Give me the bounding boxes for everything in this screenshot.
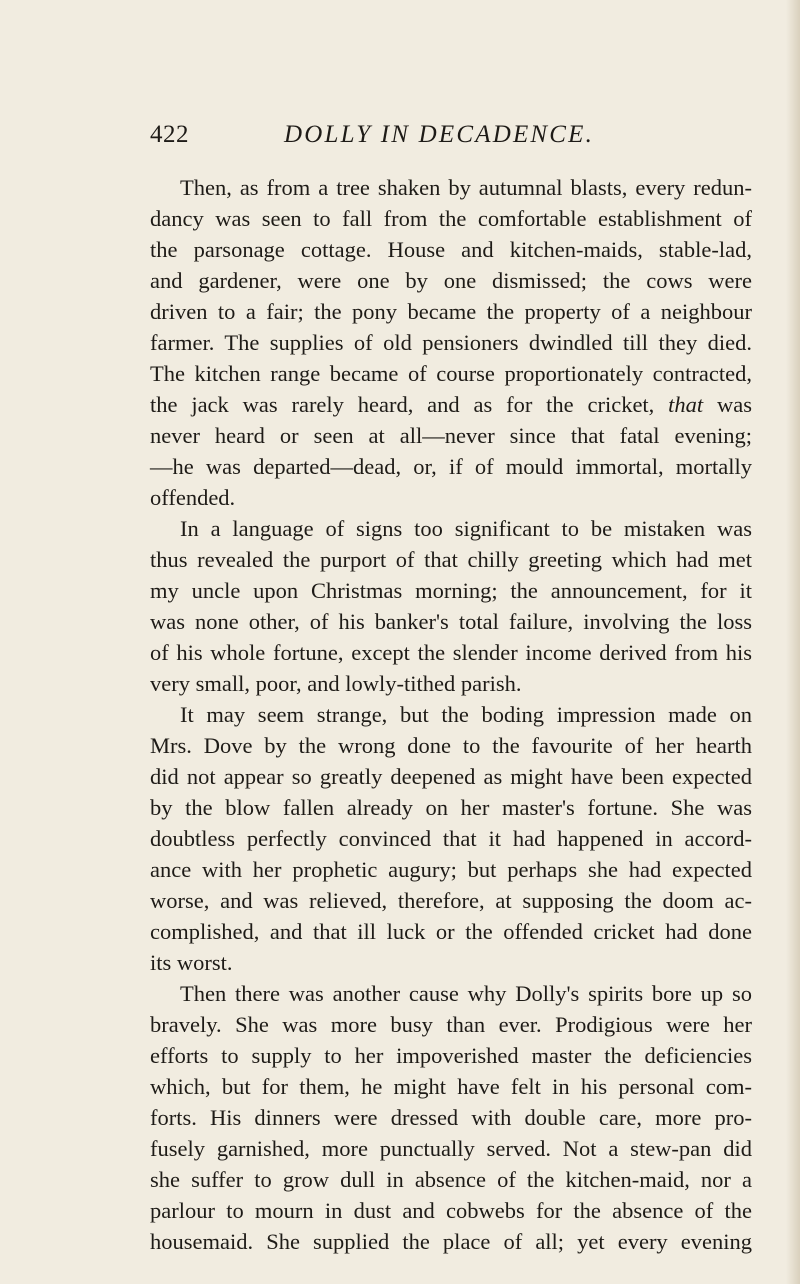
text-line: Then, as from a tree shaken by autumnal blasts, every redun-: [180, 175, 752, 200]
running-title: DOLLY IN DECADENCE.: [284, 121, 595, 148]
text-line: parlour to mourn in dust and cobwebs for the absence of the: [150, 1198, 752, 1223]
text-line: and gardener, were one by one dismissed; the cows were: [150, 268, 752, 293]
paragraph: [150, 172, 752, 513]
text-line: fusely garnished, more punctually served. Not a stew-pan did: [150, 1136, 752, 1161]
text-line: housemaid. She supplied the place of all; yet every evening: [150, 1229, 752, 1254]
page-number: 422: [150, 121, 189, 148]
text-line: was none other, of his banker's total failure, involving the loss: [150, 609, 752, 634]
body-text: [150, 172, 752, 1257]
text-line: ance with her prophetic augury; but perhaps she had expected: [150, 857, 752, 882]
text-line: my uncle upon Christmas morning; the announcement, for it: [150, 578, 752, 603]
text-line: —he was departed—dead, or, if of mould immortal, mortally: [150, 454, 752, 479]
text-line: the parsonage cottage. House and kitchen-maids, stable-lad,: [150, 237, 752, 262]
text-line: thus revealed the purport of that chilly greeting which had met: [150, 547, 752, 572]
text-line: complished, and that ill luck or the offended cricket had done: [150, 919, 752, 944]
text-line: its worst.: [150, 950, 233, 975]
text-line: dancy was seen to fall from the comfortable establishment of: [150, 206, 752, 231]
text-line: very small, poor, and lowly-tithed parish.: [150, 671, 522, 696]
text-line: In a language of signs too significant to be mistaken was: [180, 516, 752, 541]
text-line: doubtless perfectly convinced that it had happened in accord-: [150, 826, 752, 851]
page-edge-shadow: [786, 0, 800, 1284]
text-line: farmer. The supplies of old pensioners dwindled till they died.: [150, 330, 752, 355]
text-line: driven to a fair; the pony became the property of a neighbour: [150, 299, 752, 324]
text-line: worse, and was relieved, therefore, at supposing the doom ac-: [150, 888, 752, 913]
text-line: forts. His dinners were dressed with double care, more pro-: [150, 1105, 752, 1130]
paragraph: [150, 513, 752, 699]
text-line: efforts to supply to her impoverished master the deficiencies: [150, 1043, 752, 1068]
text-line: never heard or seen at all—never since that fatal evening;: [150, 423, 752, 448]
paragraph: [150, 699, 752, 978]
text-line: The kitchen range became of course proportionately contracted,: [150, 361, 752, 386]
page-header: [150, 121, 750, 161]
text-line: Then there was another cause why Dolly's spirits bore up so: [180, 981, 752, 1006]
text-line: of his whole fortune, except the slender income derived from his: [150, 640, 752, 665]
text-line: she suffer to grow dull in absence of the kitchen-maid, nor a: [150, 1167, 752, 1192]
text-line: bravely. She was more busy than ever. Prodigious were her: [150, 1012, 752, 1037]
text-line: Mrs. Dove by the wrong done to the favourite of her hearth: [150, 733, 752, 758]
text-line: by the blow fallen already on her master's fortune. She was: [150, 795, 752, 820]
text-line: which, but for them, he might have felt in his personal com-: [150, 1074, 752, 1099]
paragraph: [150, 978, 752, 1257]
text-line: It may seem strange, but the boding impression made on: [180, 702, 752, 727]
text-line: the jack was rarely heard, and as for the cricket, that was: [150, 392, 752, 417]
text-line: did not appear so greatly deepened as might have been expected: [150, 764, 752, 789]
text-line: offended.: [150, 485, 236, 510]
